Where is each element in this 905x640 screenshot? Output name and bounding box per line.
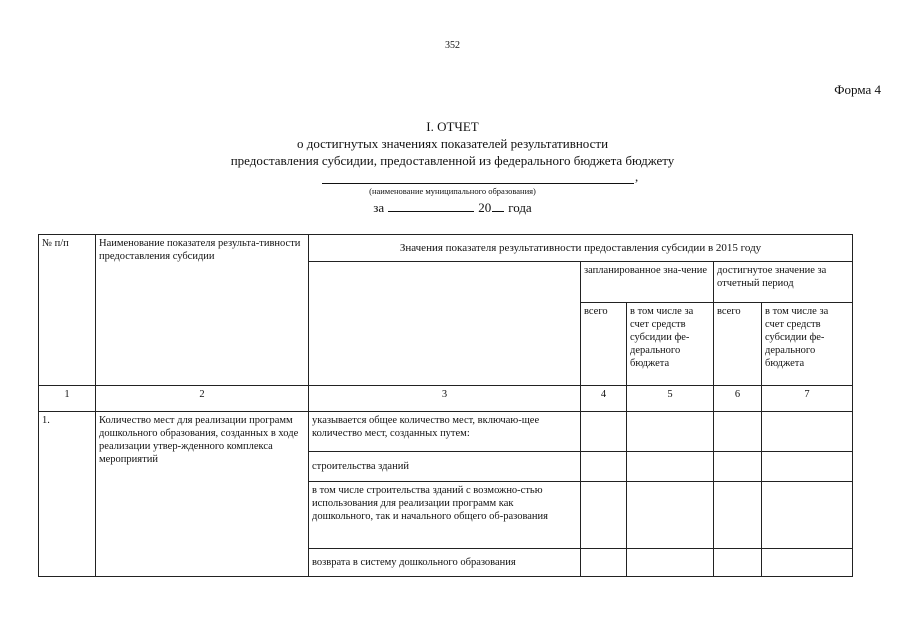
header-num: № п/п bbox=[39, 235, 96, 386]
municipality-name-caption: (наименование муниципального образования) bbox=[369, 186, 536, 196]
value-cell bbox=[762, 549, 853, 577]
value-cell bbox=[581, 549, 627, 577]
header-blank-col3 bbox=[309, 262, 581, 386]
header-fed-planned: в том числе за счет средств субсидии фе-дерального бюджета bbox=[627, 303, 714, 386]
column-number: 2 bbox=[96, 386, 309, 412]
sub-row-label: возврата в систему дошкольного образования bbox=[309, 549, 581, 577]
column-number: 4 bbox=[581, 386, 627, 412]
table-row bbox=[39, 412, 853, 452]
header-achieved: достигнутое значение за отчетный период bbox=[714, 262, 853, 303]
header-total-achieved: всего bbox=[714, 303, 762, 386]
value-cell bbox=[627, 549, 714, 577]
value-cell bbox=[581, 412, 627, 452]
page-number: 352 bbox=[445, 40, 460, 51]
value-cell bbox=[627, 412, 714, 452]
title-line-2: о достигнутых значениях показателей результативности bbox=[296, 136, 609, 151]
column-number: 7 bbox=[762, 386, 853, 412]
report-period bbox=[0, 200, 905, 216]
column-number: 3 bbox=[309, 386, 581, 412]
sub-row-label: в том числе строительства зданий с возможно-стью использования для реализации программ как дошкольного, так и начального общего об-разования bbox=[309, 482, 581, 549]
form-label: Форма 4 bbox=[834, 82, 881, 97]
column-number: 5 bbox=[627, 386, 714, 412]
period-suffix: года bbox=[508, 200, 532, 215]
value-cell bbox=[581, 452, 627, 482]
value-cell bbox=[762, 412, 853, 452]
value-cell bbox=[714, 549, 762, 577]
report-title bbox=[0, 118, 905, 169]
column-number: 6 bbox=[714, 386, 762, 412]
value-cell bbox=[762, 482, 853, 549]
header-planned: запланированное зна-чение bbox=[581, 262, 714, 303]
header-total-planned: всего bbox=[581, 303, 627, 386]
value-cell bbox=[714, 412, 762, 452]
year-blank bbox=[492, 201, 504, 212]
header-indicator: Наименование показателя результа-тивности предоставления субсидии bbox=[96, 235, 309, 386]
value-cell bbox=[714, 452, 762, 482]
period-prefix: за bbox=[373, 200, 385, 215]
header-values-group: Значения показателя результативности предоставления субсидии в 2015 году bbox=[309, 235, 853, 262]
sub-row-label: строительства зданий bbox=[309, 452, 581, 482]
period-year-prefix: 20 bbox=[478, 200, 492, 215]
period-blank bbox=[388, 201, 474, 212]
municipality-name-field bbox=[322, 171, 634, 184]
header-fed-achieved: в том числе за счет средств субсидии фе-дерального бюджета bbox=[762, 303, 853, 386]
value-cell bbox=[627, 482, 714, 549]
row-indicator: Количество мест для реализации программ дошкольного образования, созданных в ходе реализации утвер-жденного комплекса мероприятий bbox=[96, 412, 309, 577]
report-table bbox=[38, 234, 853, 577]
column-number: 1 bbox=[39, 386, 96, 412]
value-cell bbox=[581, 482, 627, 549]
column-number-row bbox=[39, 386, 853, 412]
value-cell bbox=[714, 482, 762, 549]
value-cell bbox=[762, 452, 853, 482]
title-line-3: предоставления субсидии, предоставленной из федерального бюджета бюджету bbox=[230, 153, 675, 168]
row-num: 1. bbox=[39, 412, 96, 577]
name-line-comma: , bbox=[635, 169, 639, 184]
title-line-1: I. ОТЧЕТ bbox=[426, 119, 479, 134]
sub-row-label: указывается общее количество мест, включаю-щее количество мест, созданных путем: bbox=[309, 412, 581, 452]
value-cell bbox=[627, 452, 714, 482]
